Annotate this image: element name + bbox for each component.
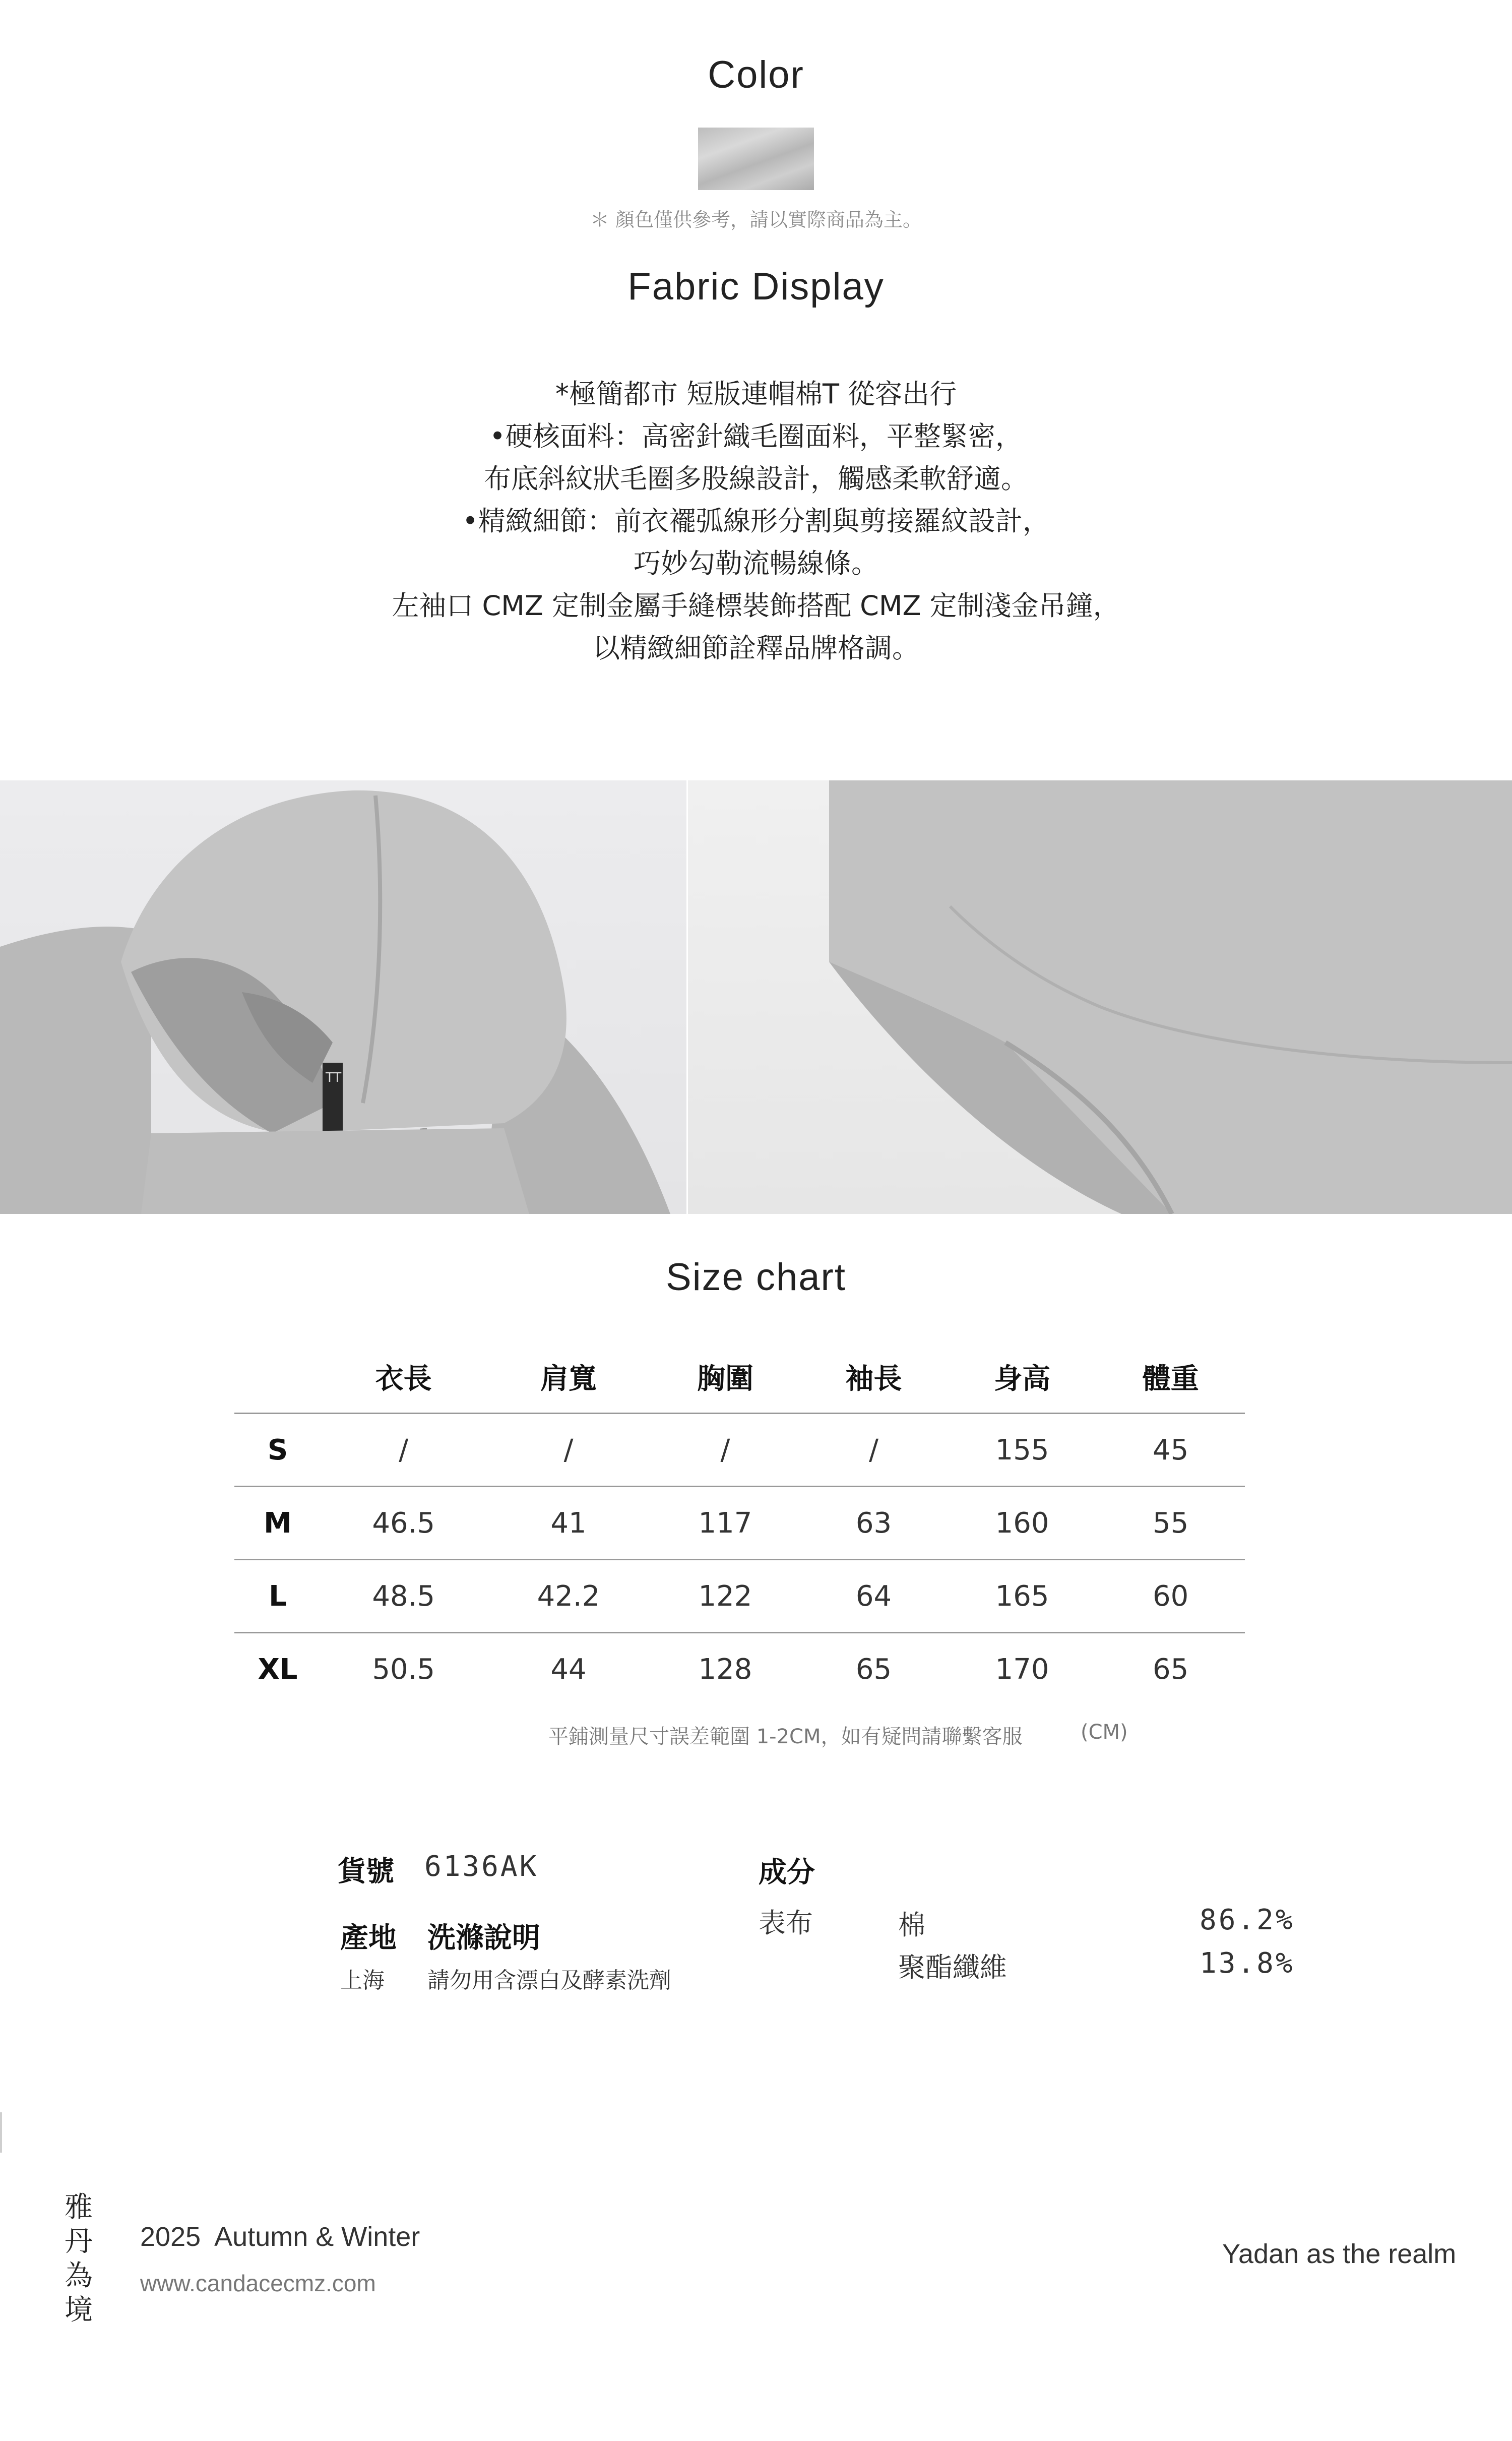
table-cell: 122 <box>651 1560 800 1633</box>
origin-value: 上海 <box>340 1968 385 1993</box>
color-title: Color <box>708 53 804 96</box>
size-label: L <box>234 1560 321 1633</box>
header-weight: 體重 <box>1142 1363 1199 1395</box>
table-cell: 55 <box>1096 1487 1245 1560</box>
table-cell: / <box>799 1414 948 1487</box>
header-length: 衣長 <box>375 1363 432 1395</box>
brand-vertical-name <box>64 2190 94 2328</box>
material-percent: 13.8% <box>1200 1947 1295 1980</box>
fabric-line: 巧妙勾勒流暢線條。 <box>634 547 878 579</box>
table-cell: / <box>486 1414 651 1487</box>
table-cell: 64 <box>799 1560 948 1633</box>
hood-detail-photo <box>0 780 686 1214</box>
brand-char: 雅 <box>65 2191 93 2224</box>
website-link[interactable]: www.candacecmz.com <box>140 2270 376 2296</box>
material-name: 聚酯纖維 <box>898 1951 1007 1983</box>
table-cell: 128 <box>651 1633 800 1705</box>
table-cell: 44 <box>486 1633 651 1705</box>
wash-label: 洗滌說明 <box>427 1922 540 1955</box>
brand-slogan: Yadan as the realm <box>1222 2239 1457 2269</box>
fabric-line: 左袖口 CMZ 定制金屬手縫標裝飾搭配 CMZ 定制淺金吊鐘， <box>392 590 1120 622</box>
table-cell: 50.5 <box>321 1633 486 1705</box>
neck-label-text: TT <box>326 1070 342 1085</box>
table-cell: 42.2 <box>486 1560 651 1633</box>
fabric-description <box>0 373 1512 669</box>
table-cell: 48.5 <box>321 1560 486 1633</box>
table-cell: 117 <box>651 1487 800 1560</box>
color-swatch <box>698 128 814 190</box>
size-label: XL <box>234 1633 321 1705</box>
wash-value: 請勿用含漂白及酵素洗劑 <box>427 1968 671 1993</box>
table-cell: 63 <box>799 1487 948 1560</box>
fabric-label: 表布 <box>759 1907 813 1939</box>
fabric-line: •精緻細節：前衣襬弧線形分割與剪接羅紋設計， <box>462 505 1050 537</box>
header-height: 身高 <box>994 1363 1051 1395</box>
table-row <box>234 1487 1245 1560</box>
brand-char: 為 <box>65 2260 93 2292</box>
color-note: ＊ 顏色僅供參考，請以實際商品為主。 <box>590 209 922 231</box>
hoodie-hood-illustration <box>0 780 686 1214</box>
brand-char: 境 <box>65 2294 93 2327</box>
edge-mark <box>0 2112 2 2153</box>
table-cell: 60 <box>1096 1560 1245 1633</box>
table-cell: 45 <box>1096 1414 1245 1487</box>
fabric-line: 布底斜紋狀毛圈多股線設計，觸感柔軟舒適。 <box>484 463 1028 495</box>
header-shoulder: 肩寬 <box>540 1363 597 1395</box>
table-cell: / <box>321 1414 486 1487</box>
table-row <box>234 1633 1245 1705</box>
composition-label: 成分 <box>759 1856 815 1889</box>
table-cell: 41 <box>486 1487 651 1560</box>
fabric-line: 以精緻細節詮釋品牌格調。 <box>593 632 919 664</box>
size-label: S <box>234 1414 321 1487</box>
header-sleeve: 袖長 <box>845 1363 902 1395</box>
fabric-line: *極簡都市 短版連帽棉T 從容出行 <box>555 378 957 410</box>
cuff-detail-photo <box>688 780 1512 1214</box>
table-cell: 170 <box>948 1633 1097 1705</box>
table-cell: 165 <box>948 1560 1097 1633</box>
size-header-empty <box>234 1341 321 1414</box>
table-cell: 46.5 <box>321 1487 486 1560</box>
material-percent: 86.2% <box>1200 1904 1295 1936</box>
table-cell: 160 <box>948 1487 1097 1560</box>
item-no-value: 6136AK <box>424 1850 539 1883</box>
table-cell: 65 <box>799 1633 948 1705</box>
header-chest: 胸圍 <box>697 1363 753 1395</box>
size-chart-table <box>234 1341 1245 1705</box>
brand-char: 丹 <box>65 2225 93 2258</box>
table-cell: 155 <box>948 1414 1097 1487</box>
hoodie-cuff-illustration <box>688 780 1512 1214</box>
size-chart-note: 平鋪測量尺寸誤差範圍 1-2CM，如有疑問請聯繫客服 <box>548 1725 1023 1748</box>
fabric-line: •硬核面料：高密針織毛圈面料，平整緊密， <box>489 420 1023 452</box>
table-cell: / <box>651 1414 800 1487</box>
material-name: 棉 <box>898 1909 925 1941</box>
fabric-title: Fabric Display <box>627 265 885 308</box>
size-chart-unit: (CM) <box>1081 1721 1128 1744</box>
size-chart-title: Size chart <box>666 1256 846 1299</box>
item-no-label: 貨號 <box>338 1855 394 1888</box>
origin-label: 產地 <box>340 1922 397 1955</box>
season-text: 2025 Autumn & Winter <box>140 2222 420 2252</box>
table-row <box>234 1414 1245 1487</box>
table-row <box>234 1560 1245 1633</box>
size-label: M <box>234 1487 321 1560</box>
table-cell: 65 <box>1096 1633 1245 1705</box>
